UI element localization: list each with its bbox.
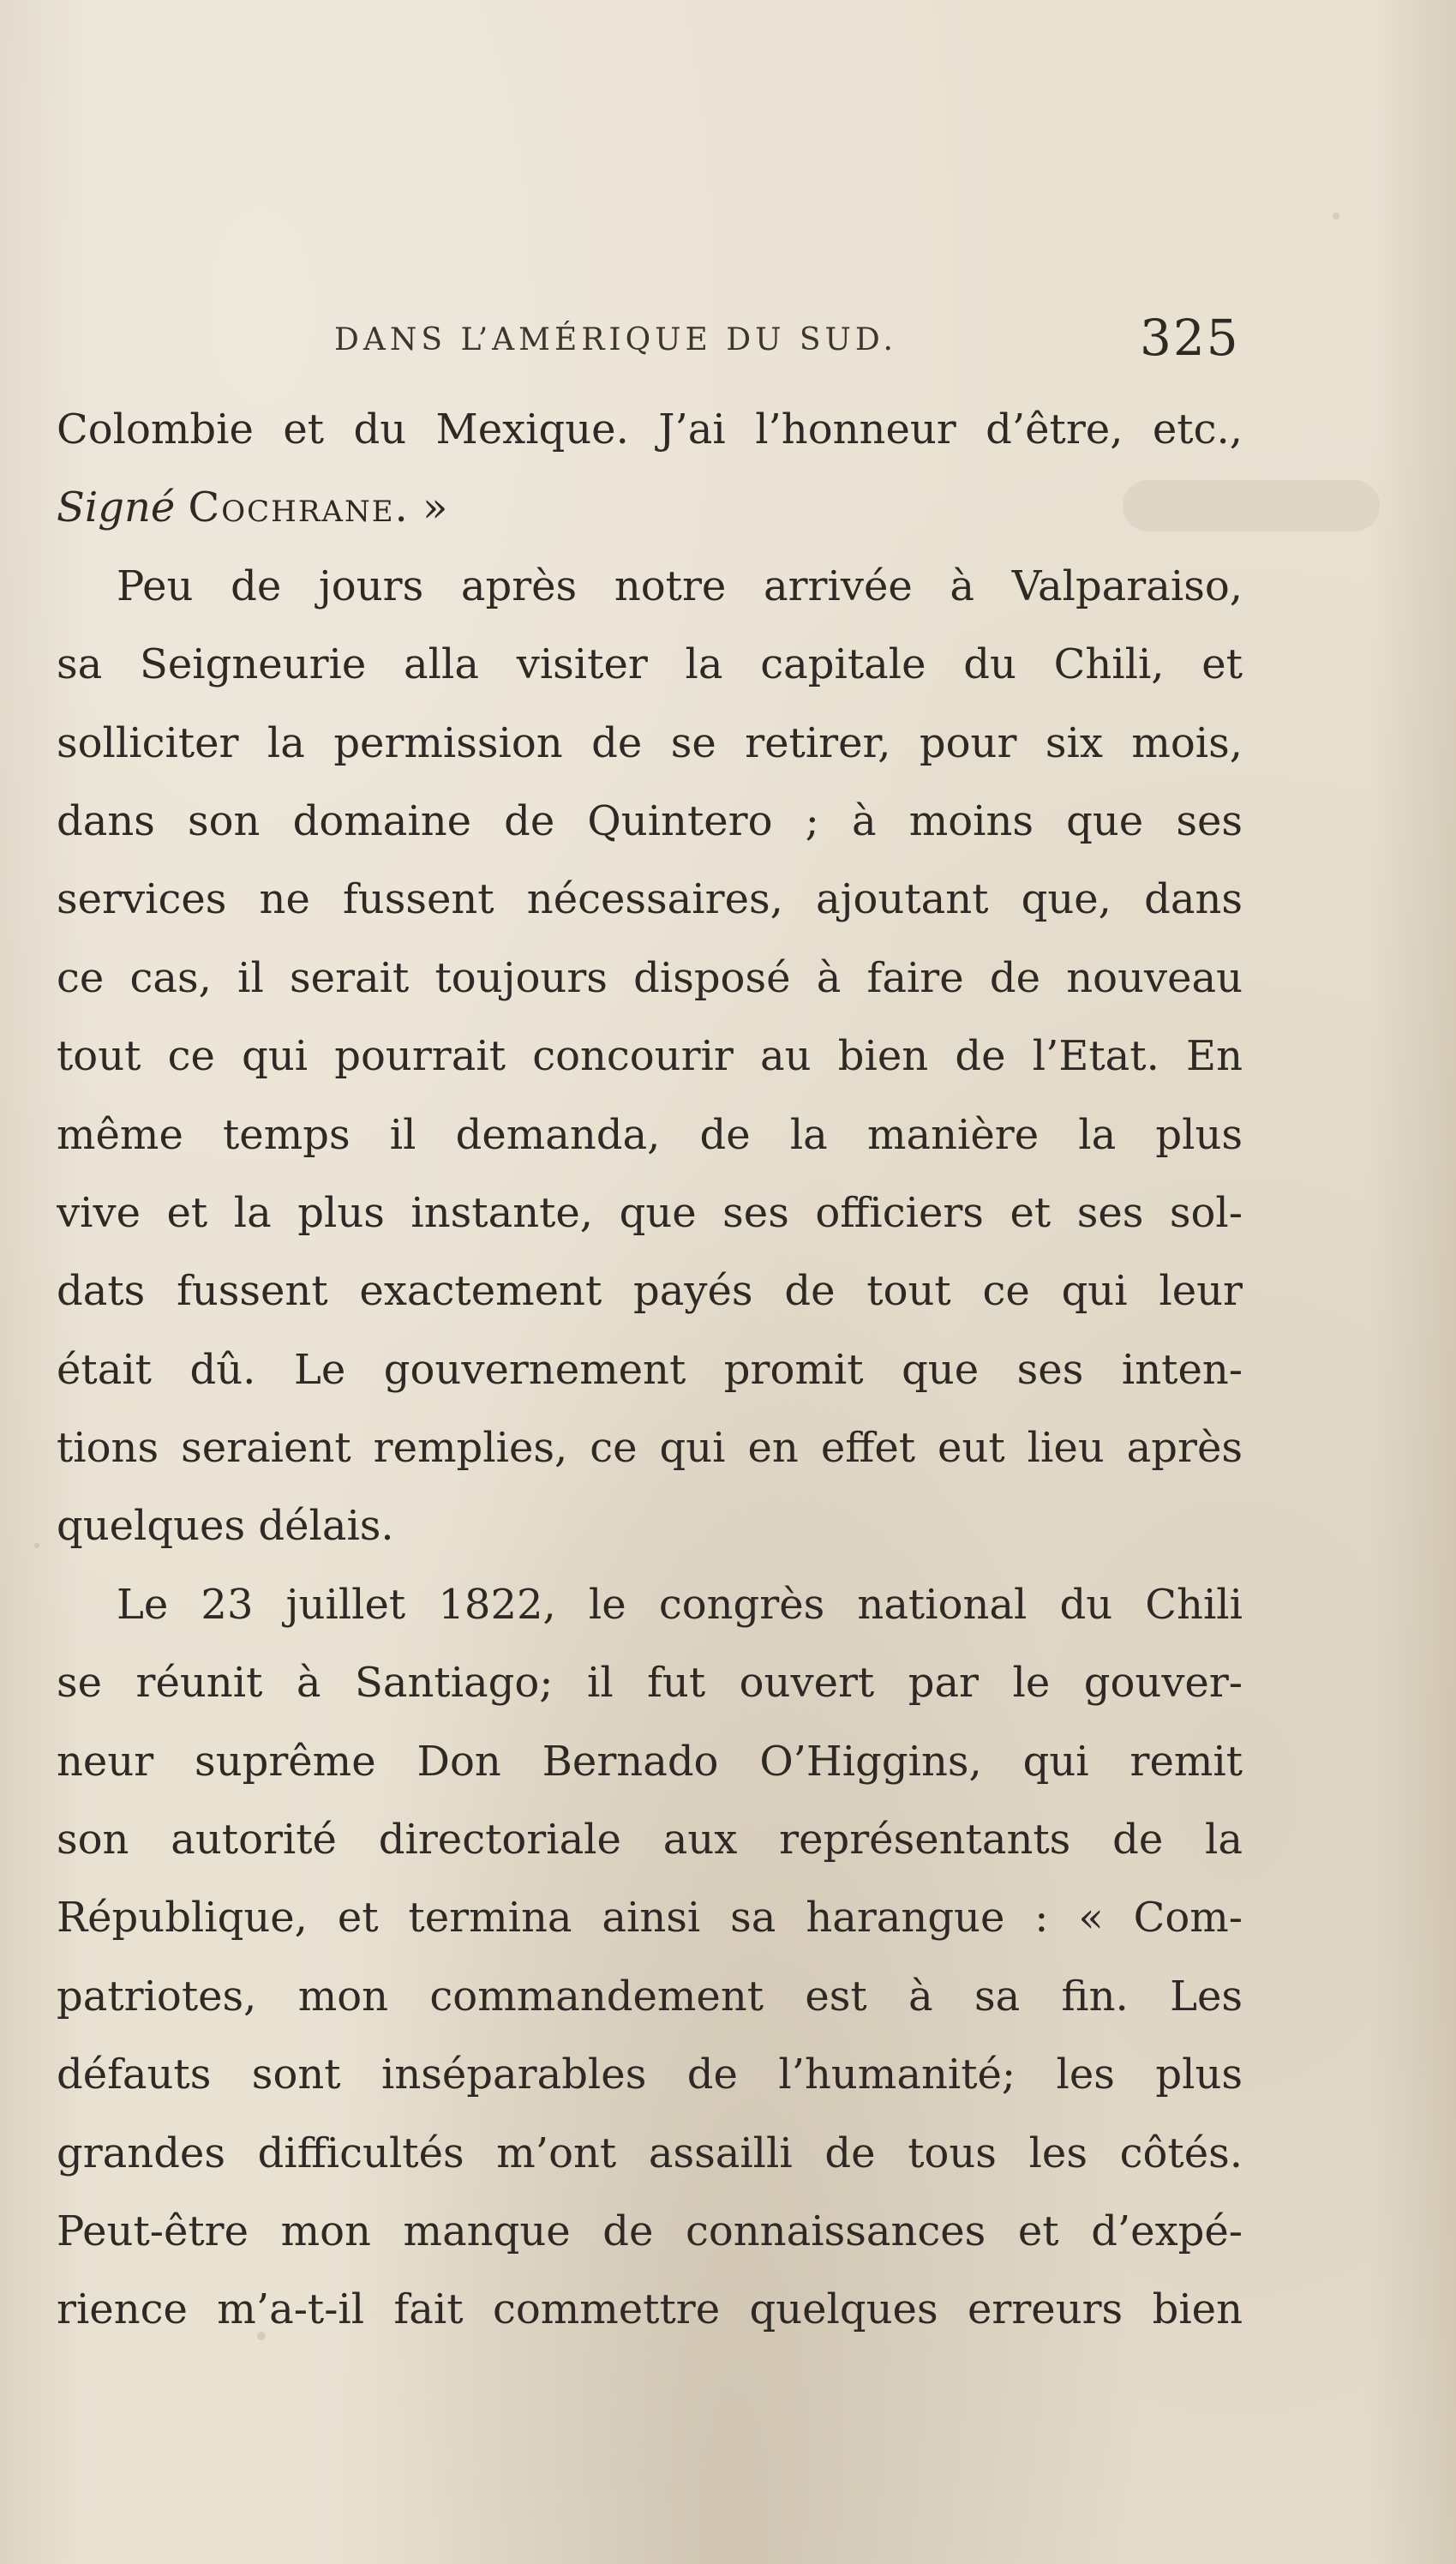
body-text	[57, 391, 1243, 2350]
text-line: dans son domaine de Quintero ; à moins que ses	[57, 796, 1243, 845]
paper-stain	[1333, 213, 1339, 219]
text-line: tions seraient remplies, ce qui en effet eut lieu après	[57, 1424, 1243, 1473]
signature-line	[57, 469, 1243, 547]
text-line: tout ce qui pourrait concourir au bien de l’Etat. En	[57, 1032, 1243, 1081]
paper-stain	[34, 1543, 39, 1548]
signed-label: Signé	[57, 483, 176, 532]
text-line: Colombie et du Mexique. J’ai l’honneur d’être, etc.,	[57, 405, 1243, 453]
text-line: grandes difficultés m’ont assailli de tous les côtés.	[57, 2129, 1243, 2177]
text-line: sa Seigneurie alla visiter la capitale du Chili, et	[57, 640, 1243, 689]
text-line: Peut-être mon manque de connaissances et d’expé-	[57, 2207, 1243, 2255]
page-header	[0, 309, 1456, 377]
text-line: services ne fussent nécessaires, ajoutant que, dans	[57, 875, 1243, 924]
text-line: était dû. Le gouvernement promit que ses inten-	[57, 1345, 1243, 1394]
text-line: République, et termina ainsi sa harangue : « Com-	[57, 1894, 1243, 1943]
text-line: son autorité directoriale aux représentants de la	[57, 1816, 1243, 1864]
text-line: Peu de jours après notre arrivée à Valparaiso,	[117, 561, 1243, 610]
page-number: 325	[1140, 309, 1240, 367]
text-line: neur suprême Don Bernado O’Higgins, qui remit	[57, 1737, 1243, 1786]
text-line: solliciter la permission de se retirer, pour six mois,	[57, 718, 1243, 767]
text-line: défauts sont inséparables de l’humanité; les plus	[57, 2051, 1243, 2099]
text-line: rience m’a-t-il fait commettre quelques erreurs bien	[57, 2285, 1243, 2334]
text-line: quelques délais.	[57, 1502, 394, 1551]
signatory-name: Cochrane.	[188, 483, 410, 532]
text-line: patriotes, mon commandement est à sa fin. Les	[57, 1972, 1243, 2021]
closing-quote: »	[409, 483, 448, 532]
running-head: DANS L’AMÉRIQUE DU SUD.	[334, 322, 897, 357]
text-line: dats fussent exactement payés de tout ce qui leur	[57, 1267, 1243, 1316]
text-line: même temps il demanda, de la manière la plus	[57, 1110, 1243, 1159]
text-line: vive et la plus instante, que ses officiers et ses sol-	[57, 1188, 1243, 1237]
text-line: Le 23 juillet 1822, le congrès national du Chili	[117, 1580, 1243, 1629]
text-line: ce cas, il serait toujours disposé à faire de nouveau	[57, 953, 1243, 1002]
text-line: se réunit à Santiago; il fut ouvert par le gouver-	[57, 1659, 1243, 1708]
